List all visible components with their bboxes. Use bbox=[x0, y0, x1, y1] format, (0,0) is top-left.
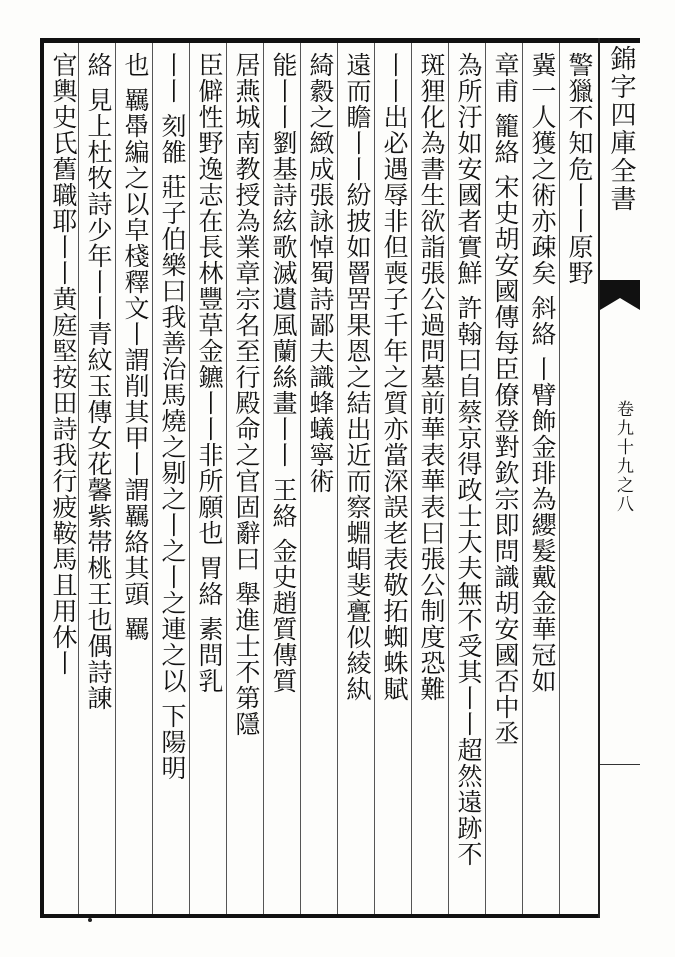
column-rule bbox=[189, 43, 190, 914]
column-rule bbox=[559, 43, 560, 914]
text-column: 能丨丨劉基詩絃歌滅遺風蘭絲畫丨丨 王絡 金史趙質傳質 bbox=[269, 52, 298, 694]
text-column: 丨丨出必遇辱非但喪子千年之質亦當深誤老表敬拓蜘蛛賦 bbox=[380, 52, 409, 702]
text-column: 丨丨 刻雒 莊子伯樂曰我善治馬燒之剔之丨之丨之連之以 下陽明 bbox=[158, 52, 187, 781]
text-column: 綺縠之緻成張詠悼蜀詩鄙夫識蜂蟻寧術 bbox=[306, 52, 335, 494]
column-rule bbox=[263, 43, 264, 914]
column-rule bbox=[115, 43, 116, 914]
column-rule bbox=[411, 43, 412, 914]
column-rule bbox=[300, 43, 301, 914]
book-title: 錦字四庫全書 bbox=[606, 45, 636, 213]
text-column: 為所汙如安國者實鮮 許翰曰自蔡京得政士大夫無不受其丨丨超然遠跡不 bbox=[454, 52, 483, 867]
text-column: 警獵不知危丨丨原野 bbox=[565, 52, 594, 286]
column-rule bbox=[337, 43, 338, 914]
text-column: 臣僻性野逸志在長林豐草金鑣丨丨非所願也 胃絡 素問乳 bbox=[195, 52, 224, 694]
fishtail-mark bbox=[600, 280, 640, 310]
text-column: 絡 見上杜牧詩少年丨丨青紋玉傳女花馨紫帯桃王也偶詩諌 bbox=[84, 52, 113, 711]
side-rule bbox=[600, 764, 640, 765]
ink-dot bbox=[88, 918, 92, 922]
volume-label: 卷九十九之八 bbox=[613, 400, 633, 514]
column-rule bbox=[226, 43, 227, 914]
text-column: 官輿史氏舊職耶丨丨黄庭堅按田詩我行疲鞍馬且用休丨 bbox=[49, 52, 78, 676]
text-column: 章甫 籠絡 宋史胡安國傳每臣僚登對欽宗即問識胡安國否中丞 bbox=[491, 52, 520, 746]
column-rule bbox=[374, 43, 375, 914]
text-column: 遠而瞻丨丨紛披如罾罟果恩之結出近而察蜵蜎斐亹似綾紈 bbox=[343, 52, 372, 702]
column-rule bbox=[485, 43, 486, 914]
text-column: 斑狸化為書生欲詣張公過問墓前華表華表曰張公制度恐難 bbox=[417, 52, 446, 702]
frame-top-border bbox=[40, 38, 640, 43]
column-rule bbox=[152, 43, 153, 914]
text-column: 也 羈馽編之以皁棧釋文丨謂削其甲丨謂羈絡其頭 羈 bbox=[121, 52, 150, 642]
frame-right-border bbox=[598, 38, 600, 918]
column-rule bbox=[448, 43, 449, 914]
frame-left-border bbox=[40, 38, 44, 918]
frame-bottom-border bbox=[40, 914, 600, 918]
column-rule bbox=[522, 43, 523, 914]
text-column: 居燕城南教授為業章宗名至行殿命之官固辭曰 舉進士不第隱 bbox=[232, 52, 261, 737]
text-column: 冀一人獲之術亦疎矣 斜絡 丨臂飾金琲為纓髮戴金華冠如 bbox=[528, 52, 557, 694]
